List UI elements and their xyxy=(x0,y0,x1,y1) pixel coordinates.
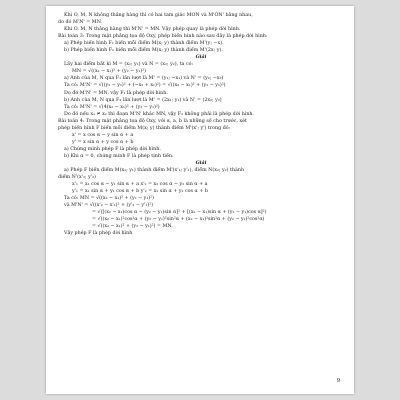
text-line: Vậy phép F là phép dời hình xyxy=(64,231,133,237)
text-line: b) Khi α = 0, chứng minh F là phép tịnh tiến. xyxy=(64,153,174,159)
formula-line: = √((x₂ − x₁)²cos²α + (y₂ − y₁)²sin²α + (x₂ − x₁)²sin²α + (y₂ − y₁)²cos²α) xyxy=(92,217,265,223)
text-line: a) Phép biến hình F₁ biến mỗi điểm M(x; y) thành điểm M'(y; −x). xyxy=(64,41,224,47)
page-content xyxy=(58,12,344,238)
text-line: điểm N'(x'₂; y'₂) xyxy=(58,175,96,181)
page-number: 9 xyxy=(336,378,340,384)
formula-line: = √([(x₂ − x₁)cos α − (y₂ − y₁)sin α]² + [(x₂ − x₁)sin α + (y₂ − y₁)cos α]²) xyxy=(92,210,267,216)
text-line: do đó M'N' = MN. xyxy=(58,20,103,26)
document-page xyxy=(46,6,354,394)
formula-line: = √((x₂ − x₁)² + (y₂ − y₁)²) = MN. xyxy=(92,224,173,230)
text-line: a) Chứng minh phép F là phép dời hình. xyxy=(64,146,161,152)
text-line: a) Phép F biến điểm M(x₁; y₁) thành điểm M'(x'₁; y'₁), điểm N(x₂; y₂) thành xyxy=(64,168,245,174)
formula-line: MN = √((x₂ − x₁)² + (y₂ − y₁)²) xyxy=(72,69,147,75)
text-line: Lấy hai điểm bất kì M = (x₁; y₁) và N = (x₂; y₂), ta có: xyxy=(64,62,194,68)
formula-line: Ta có: M'N' = √((y₂ − y₁)² + (−x₂ + x₁)²) = √((x₂ − x₁)² + (y₂ − y₁)²) xyxy=(64,83,226,89)
problem-heading: Bài toán 3: Trong mặt phẳng tọa độ Oxy, phép biến hình nào sau đây là phép dời hình: xyxy=(58,34,268,40)
text-line: b) Ảnh của M, N qua F₂ lần lượt là M' = (2x₁; y₁) và N' = (2x₂; y₂) xyxy=(64,97,222,103)
text-line: b) Phép biến hình F₂ biến mỗi điểm M(x; y) thành điểm M'(2x; y). xyxy=(64,48,223,54)
system-line: y'₁ = x₁ sin α + y₁ cos α + b y'₂ = x₂ sin α + y₂ cos α + b xyxy=(58,188,344,195)
formula-line: Ta có: M'N' = √(4(x₂ − x₁)² + (y₂ − y₁)²) xyxy=(64,104,160,110)
text-line: phép biến hình F biến mỗi điểm M(x; y) thành điểm M'(x'; y') trong đó: xyxy=(58,125,231,131)
system-line: y' = x sin α + y cos α + b xyxy=(58,139,344,146)
text-line: Khi O, M, N thẳng hàng thì M'N' = MN. Vậy phép quay là phép dời hình. xyxy=(64,27,241,33)
solution-heading: Giải xyxy=(195,54,207,61)
formula-line: Ta có: MN = √((x₂ − x₁)² + (y₂ − y₁)²) xyxy=(64,196,154,202)
system-line: x'₁ = x₁ cos α − y₁ sin α + a x'₂ = x₂ cos α − y₂ sin α + a xyxy=(58,181,344,188)
formula-line: và M'N' = √((x'₂ − x'₁)² + (y'₂ − y'₁)²) xyxy=(64,203,154,209)
text-line: Khi O, M, N không thẳng hàng thì có hai tam giác MON và M'ON' bằng nhau, xyxy=(64,13,253,18)
solution-heading: Giải xyxy=(195,159,207,166)
system-line: x' = x cos α − y sin α + a xyxy=(58,132,344,139)
text-line: Do đó M'N' = MN, vậy F₁ là phép dời hình. xyxy=(64,90,168,96)
text-line: Do đó nếu x₁ ≠ x₂ thì đoạn M'N' khác MN, vậy F₂ không phải là phép dời hình. xyxy=(64,111,255,117)
text-line: a) Ảnh của M, N qua F₁ lần lượt là M' = (y₁; −x₁) và N' = (y₂; −x₂) xyxy=(64,76,224,82)
problem-heading: Bài toán 4: Trong mặt phẳng tọa độ Oxy, với α, a, b là những số cho trước, xét xyxy=(58,118,247,124)
